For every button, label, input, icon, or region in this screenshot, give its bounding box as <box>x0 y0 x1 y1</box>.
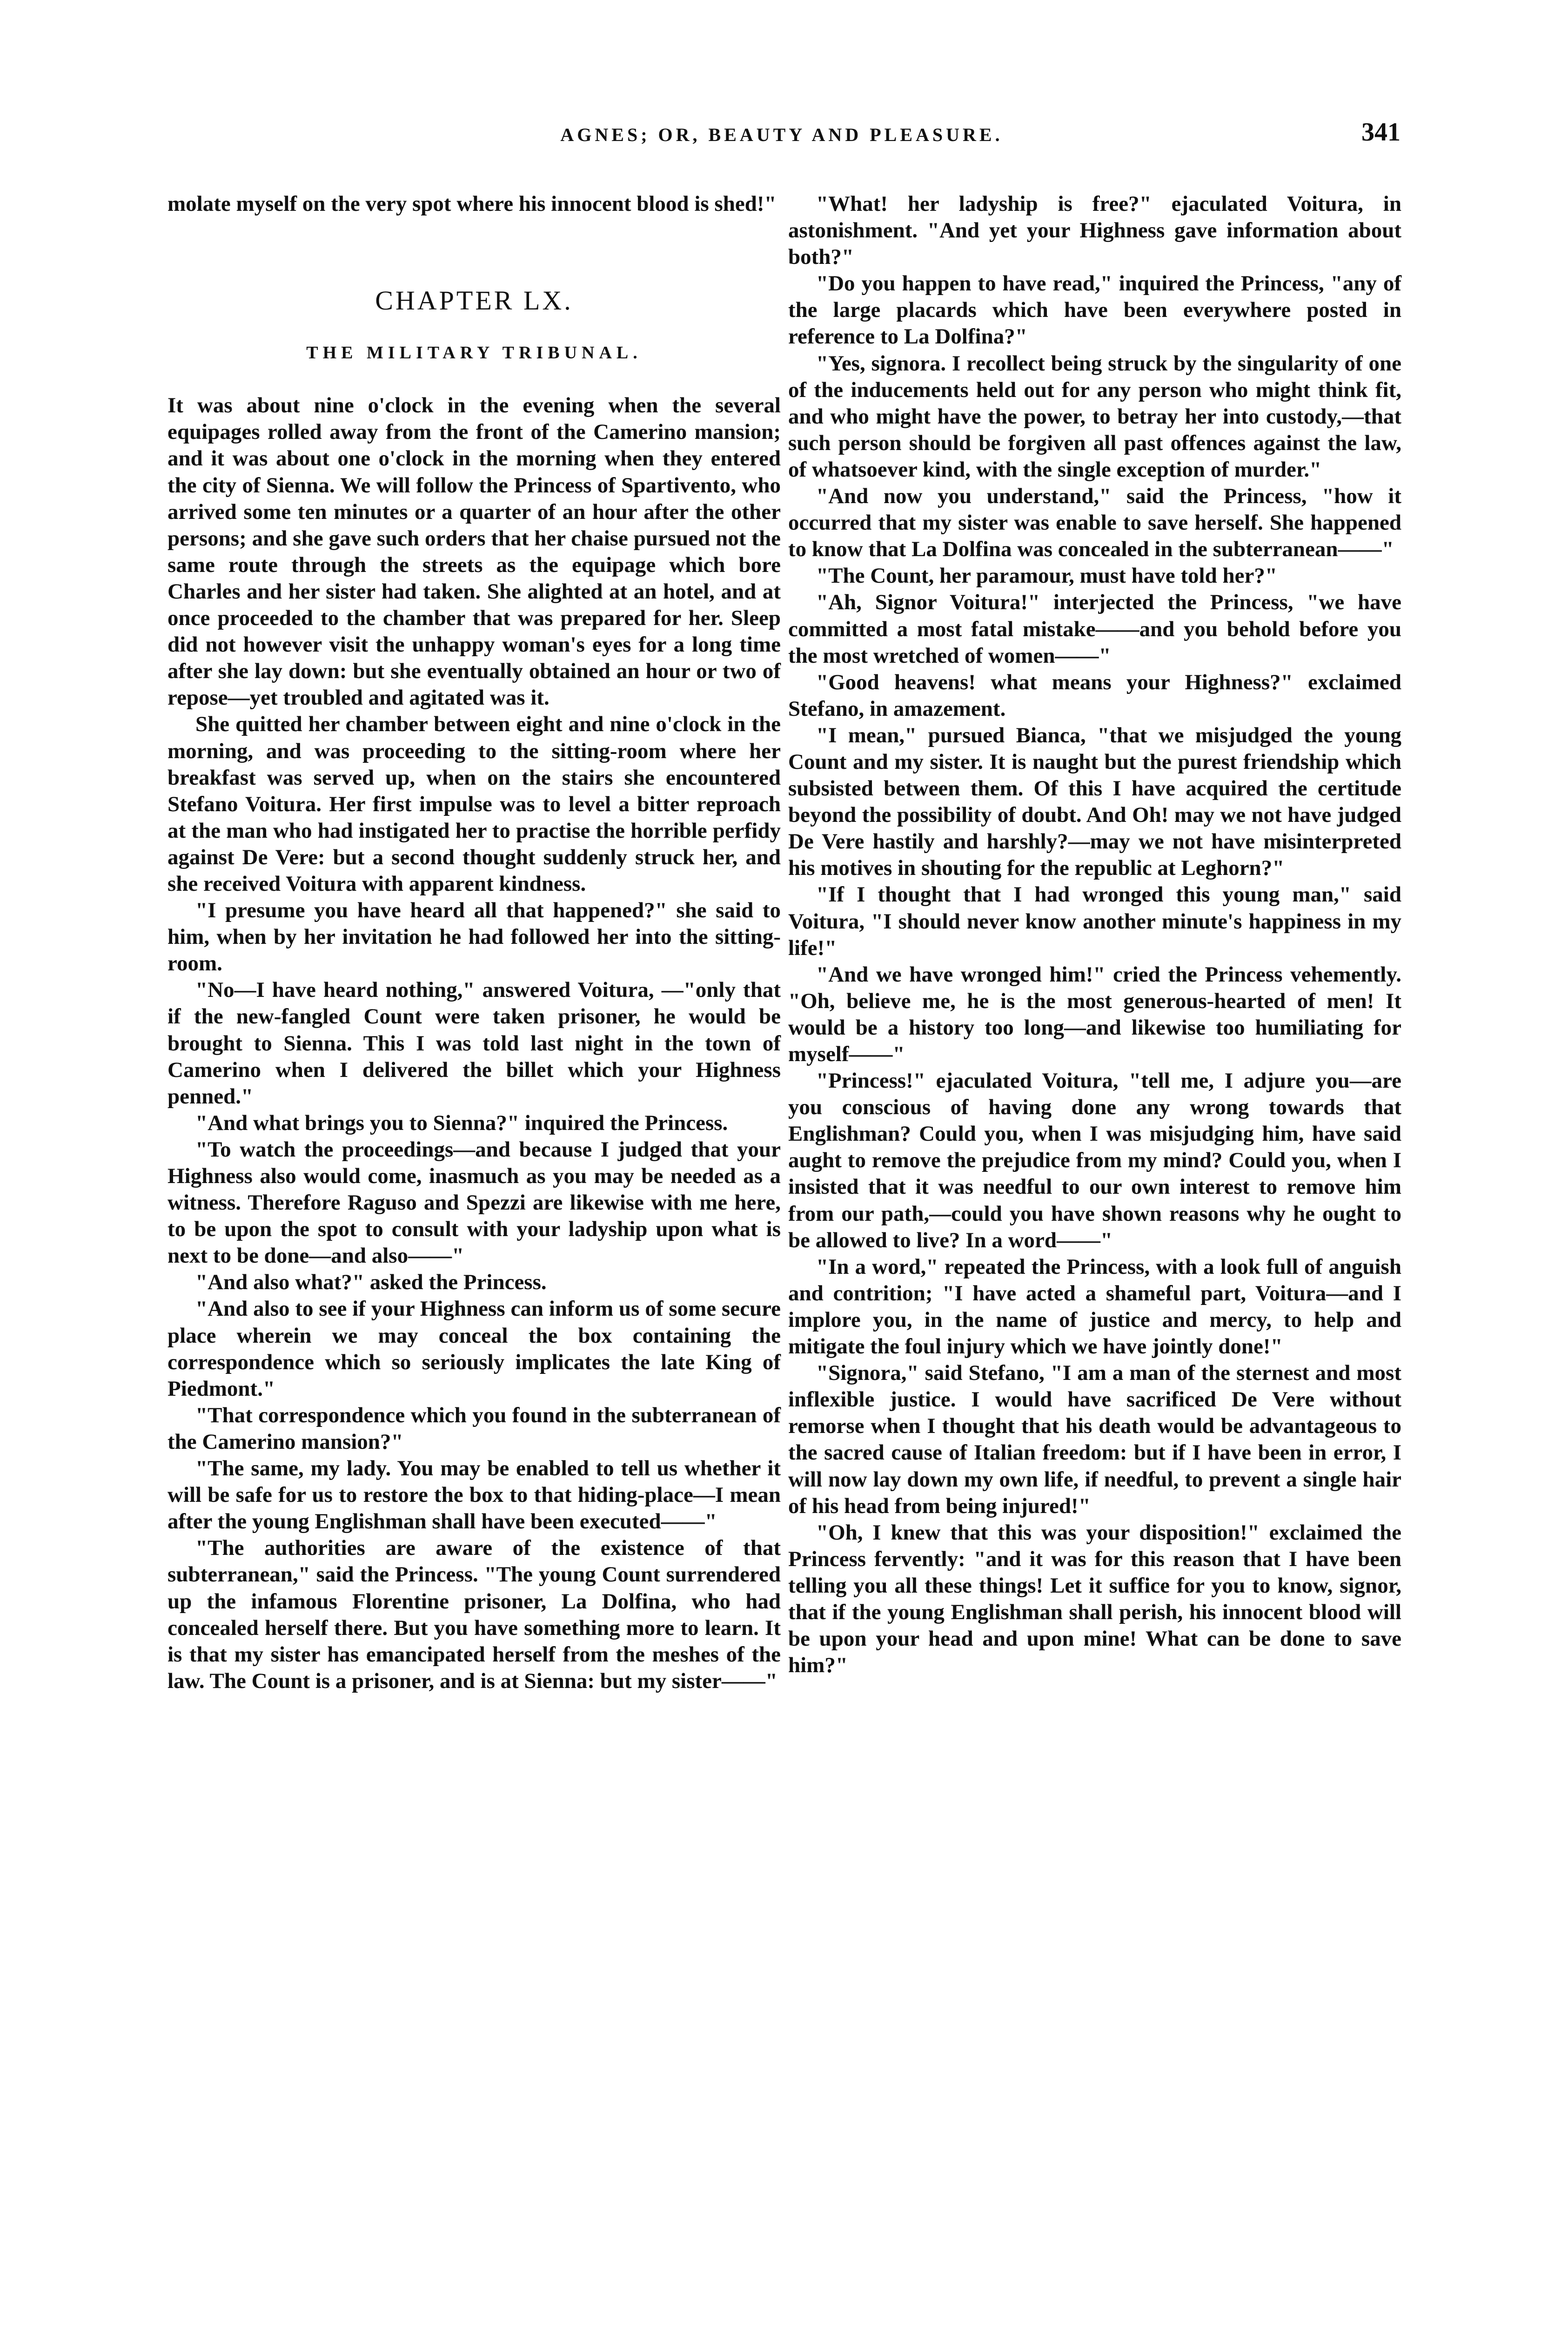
chapter-subtitle: THE MILITARY TRIBUNAL. <box>306 343 642 363</box>
opening-fragment: molate myself on the very spot where his innocent blood is shed!" <box>168 192 777 216</box>
running-title: AGNES; OR, BEAUTY AND PLEASURE. <box>560 124 1003 145</box>
page-number: 341 <box>1361 118 1400 147</box>
paragraph: "And now you understand," said the Princess, "how it occurred that my sister was enable to save herself. She happened to know that La Dolfina was concealed in the subterranean——" <box>788 484 1401 562</box>
paragraph: "In a word," repeated the Princess, with a look full of anguish and contrition; "I have acted a shameful part, Voitura—and I implore you, in the name of justice and mercy, to help and mitigate the foul injury which we have jointly done!" <box>788 1254 1401 1359</box>
chapter-title: CHAPTER LX. <box>375 285 573 316</box>
paragraph: "What! her ladyship is free?" ejaculated Voitura, in astonishment. "And yet your Highness gave information about both?" <box>788 192 1401 269</box>
paragraph: "The authorities are aware of the existence of that subterranean," said the Princess. "The young Count surrendered up the infamous Florentine prisoner, La Dolfina, who had concealed herself there. But you have something more to learn. It is that my sister has emancipated herself from the meshes of the law. The Count is a prisoner, and is at Sienna: but my sister——" <box>168 1536 781 1693</box>
paragraph: "Good heavens! what means your Highness?" exclaimed Stefano, in amazement. <box>788 670 1401 721</box>
left-column <box>168 191 781 1695</box>
paragraph: "That correspondence which you found in the subterranean of the Camerino mansion?" <box>168 1403 781 1454</box>
paragraph: "And also what?" asked the Princess. <box>195 1270 547 1295</box>
paragraph: "Signora," said Stefano, "I am a man of the sternest and most inflexible justice. I would have sacrificed De Vere without remorse when I thought that his death would be advantageous to the sacred cause of Italian freedom: but if I have been in error, I will now lay down my own life, if needful, to prevent a single hair of his head from being injured!" <box>788 1361 1401 1518</box>
paragraph: "Ah, Signor Voitura!" interjected the Princess, "we have committed a most fatal mistake——and you behold before you the most wretched of women——" <box>788 590 1401 668</box>
paragraph: "And also to see if your Highness can inform us of some secure place wherein we may conceal the box containing the correspondence which so seriously implicates the late King of Piedmont." <box>168 1297 781 1401</box>
paragraph: "Oh, I knew that this was your disposition!" exclaimed the Princess fervently: "and it was for this reason that I have been telling you all these things! Let it suffice for you to know, signor, that if the young Englishman shall perish, his innocent blood will be upon your head and upon mine! What can be done to save him?" <box>788 1520 1401 1678</box>
paragraph: "The same, my lady. You may be enabled to tell us whether it will be safe for us to restore the box to that hiding-place—I mean after the young Englishman shall have been executed——" <box>168 1456 781 1534</box>
paragraph: She quitted her chamber between eight and nine o'clock in the morning, and was proceeding to the sitting-room where her breakfast was served up, when on the stairs she encountered Stefano Voitura. Her first impulse was to level a bitter reproach at the man who had instigated her to practise the horrible perfidy against De Vere: but a second thought suddenly struck her, and she received Voitura with apparent kindness. <box>168 712 781 896</box>
paragraph: "If I thought that I had wronged this young man," said Voitura, "I should never know another minute's happiness in my life!" <box>788 882 1401 960</box>
paragraph: "I presume you have heard all that happened?" she said to him, when by her invitation he had followed her into the sitting-room. <box>168 898 781 976</box>
paragraph: "I mean," pursued Bianca, "that we misjudged the young Count and my sister. It is naught but the purest friendship which subsisted between them. Of this I have acquired the certitude beyond the possibility of doubt. And Oh! may we not have judged De Vere hastily and harshly?—may we not have misinterpreted his motives in shouting for the republic at Leghorn?" <box>788 723 1401 881</box>
paragraph: "Princess!" ejaculated Voitura, "tell me, I adjure you—are you conscious of having done any wrong towards that Englishman? Could you, when I was misjudging him, have said aught to remove the prejudice from my mind? Could you, when I insisted that it was needful to our own interest to remove him from our path,—could you have shown reasons why he ought to be allowed to live? In a word——" <box>788 1069 1401 1252</box>
paragraph: "No—I have heard nothing," answered Voitura, —"only that if the new-fangled Count were taken prisoner, he would be brought to Sienna. This I was told last night in the town of Camerino when I delivered the billet which your Highness penned." <box>168 978 781 1109</box>
paragraph: It was about nine o'clock in the evening when the several equipages rolled away from the front of the Camerino mansion; and it was about one o'clock in the morning when they entered the city of Sienna. We will follow the Princess of Spartivento, who arrived some ten minutes or a quarter of an hour after the other persons; and she gave such orders that her chaise pursued not the same route through the streets as the equipage which bore Charles and her sister had taken. She alighted at an hotel, and at once proceeded to the chamber that was prepared for her. Sleep did not however visit the unhappy woman's eyes for a long time after she lay down: but she eventually obtained an hour or two of repose—yet troubled and agitated was it. <box>168 393 781 710</box>
paragraph: "And what brings you to Sienna?" inquired the Princess. <box>195 1110 728 1135</box>
paragraph: "Do you happen to have read," inquired the Princess, "any of the large placards which have been everywhere posted in reference to La Dolfina?" <box>788 271 1401 349</box>
paragraph: "The Count, her paramour, must have told her?" <box>816 564 1277 588</box>
paragraph: "Yes, signora. I recollect being struck by the singularity of one of the inducements held out for any person who might think fit, and who might have the power, to betray her into custody,—that such person should be forgiven all past offences against the law, of whatsoever kind, with the single exception of murder." <box>788 351 1401 482</box>
paragraph: "And we have wronged him!" cried the Princess vehemently. "Oh, believe me, he is the most generous-hearted of men! It would be a history too long—and likewise too humiliating for myself——" <box>788 962 1401 1066</box>
right-column <box>788 191 1401 1679</box>
paragraph: "To watch the proceedings—and because I judged that your Highness also would come, inasmuch as you may be needed as a witness. Therefore Raguso and Spezzi are likewise with me here, to be upon the spot to consult with your ladyship upon what is next to be done—and also——" <box>168 1137 781 1268</box>
running-header <box>168 118 1400 147</box>
